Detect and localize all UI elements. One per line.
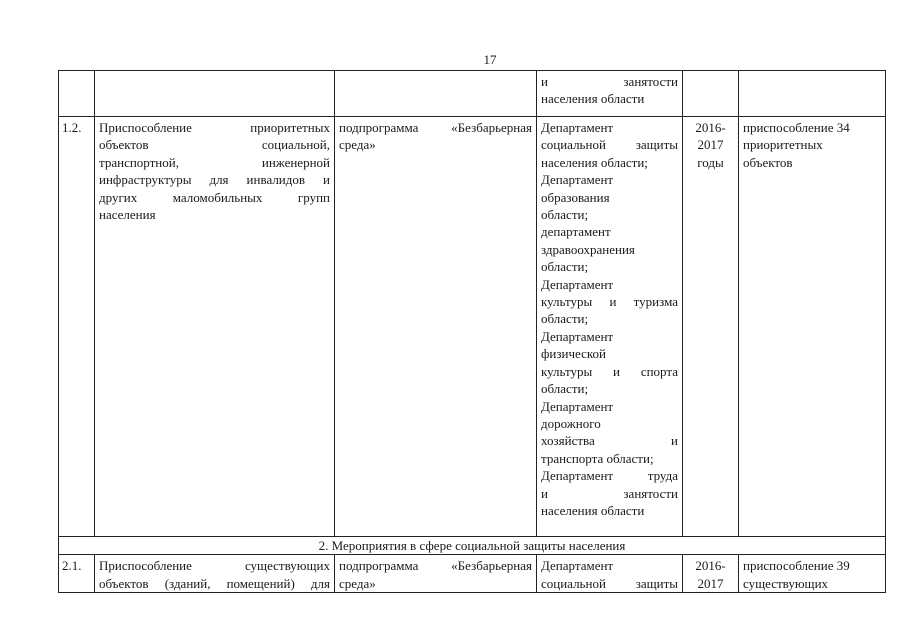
text-line: области; (541, 311, 589, 327)
table-row (59, 555, 886, 593)
text-line: подпрограмма «Безбарьерная (339, 120, 532, 135)
text-line: среда» (339, 137, 376, 153)
text-line: приспособление 39 (743, 558, 850, 574)
text-line: Департамент (541, 558, 614, 574)
text-line: Департамент (541, 172, 614, 188)
text-line: других маломобильных групп (99, 189, 330, 205)
text-line: Департамент труда (541, 468, 678, 484)
text-line: Приспособление приоритетных (99, 120, 330, 135)
cell-result (739, 71, 886, 117)
table-row (59, 117, 886, 537)
text-line: культуры и туризма (541, 294, 678, 310)
text-line: хозяйства и (541, 433, 678, 449)
page-number: 17 (483, 52, 497, 67)
cell-measure (95, 117, 335, 537)
text-line: населения области (541, 91, 645, 107)
text-line: инфраструктуры для инвалидов и (99, 172, 330, 188)
text-line: приоритетных (743, 137, 823, 153)
text-line: приспособление 34 (743, 120, 850, 135)
text-line: социальной защиты (541, 137, 678, 153)
text-line: и занятости (541, 74, 678, 89)
text-line: Департамент (541, 328, 614, 344)
text-line: здравоохранения (541, 241, 635, 257)
text-line: подпрограмма «Безбарьерная (339, 558, 532, 574)
text-line: и занятости (541, 485, 678, 501)
text-line: транспорта области; (541, 450, 654, 466)
text-line: 2017 (697, 137, 724, 153)
text-line: Департамент (541, 120, 614, 135)
text-line: дорожного (541, 415, 601, 431)
text-line: населения области (541, 502, 645, 518)
cell-result (739, 555, 886, 593)
cell-executor (537, 117, 683, 537)
text-line: годы (697, 154, 724, 170)
text-line: среда» (339, 575, 376, 591)
cell-num: 1.2. (59, 117, 95, 537)
cell-measure (95, 71, 335, 117)
cell-period (683, 555, 739, 593)
cell-executor (537, 71, 683, 117)
text-line: области; (541, 259, 589, 275)
cell-source (335, 71, 537, 117)
text-line: области; (541, 207, 589, 223)
cell-executor (537, 555, 683, 593)
continuation-row (59, 71, 886, 117)
cell-measure (95, 555, 335, 593)
text-line: транспортной, инженерной (99, 154, 330, 170)
text-line: Департамент (541, 276, 614, 292)
text-line: 2016- (695, 558, 726, 574)
text-line: 2017 (697, 575, 724, 591)
text-line: объектов социальной, (99, 137, 330, 153)
text-line: 2016- (695, 120, 726, 135)
text-line: культуры и спорта (541, 363, 678, 379)
cell-result (739, 117, 886, 537)
section-title: 2. Мероприятия в сфере социальной защиты населения (59, 537, 886, 555)
text-line: населения области; (541, 154, 648, 170)
text-line: существующих (743, 575, 829, 591)
cell-num: 2.1. (59, 555, 95, 593)
text-line: объектов (зданий, помещений) для (99, 575, 330, 591)
cell-num (59, 71, 95, 117)
text-line: населения (99, 207, 156, 223)
cell-source (335, 117, 537, 537)
text-line: области; (541, 381, 589, 397)
text-line: физической (541, 346, 606, 362)
text-line: Департамент (541, 398, 614, 414)
text-line: департамент (541, 224, 611, 240)
cell-period (683, 117, 739, 537)
cell-period (683, 71, 739, 117)
text-line: образования (541, 189, 610, 205)
text-line: объектов (743, 154, 793, 170)
text-line: Приспособление существующих (99, 558, 330, 574)
section-row (59, 537, 886, 555)
cell-source (335, 555, 537, 593)
measures-table (58, 70, 886, 593)
text-line: социальной защиты (541, 575, 678, 591)
